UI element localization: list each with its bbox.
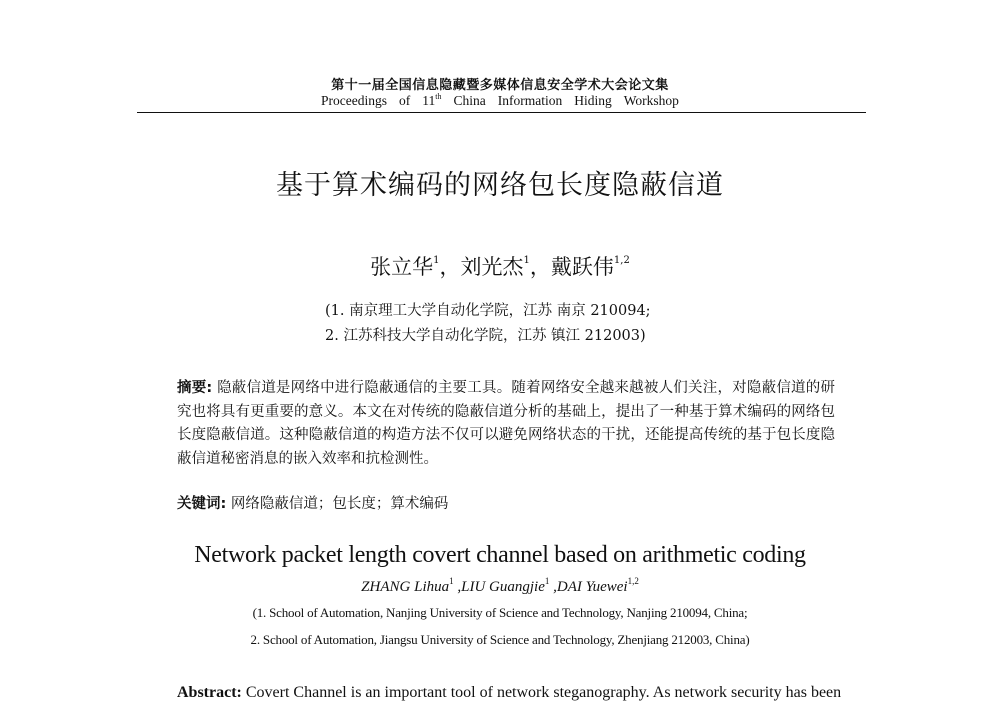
ordinal-suffix: th [435,92,442,101]
keywords-cn-text: 网络隐蔽信道；包长度；算术编码 [230,496,449,512]
abstract-cn [177,377,835,471]
author-affil-mark: 1 [523,255,530,266]
author-name: 张立华 [370,255,434,279]
author-separator: ， [439,255,461,279]
paper-title-cn: 基于算术编码的网络包长度隐蔽信道 [276,170,724,201]
affiliation-cn-2: 2. 江苏科技大学自动化学院，江苏 镇江 212003) [325,328,646,344]
proceedings-line [0,92,1000,109]
conference-word: Hiding [574,93,612,108]
authors-cn [0,251,1000,281]
author-separator: ， [529,255,551,279]
author-separator: , [457,579,462,595]
proceedings-word: of [399,93,411,108]
conference-word: Information [497,93,563,108]
abstract-en-label: Abstract: [177,684,242,701]
author-separator: , [553,579,557,595]
author-name-en: LIU Guangjie [461,579,545,595]
author-name: 戴跃伟 [550,255,614,279]
author-name: 刘光杰 [460,255,524,279]
abstract-en-text: Covert Channel is an important tool of network steganography. As network security has been [245,684,842,701]
header-divider [137,112,866,113]
conference-word: China [453,93,486,108]
author-affil-mark: 1 [544,576,550,586]
edition-number: 11th [422,92,442,108]
affiliation-en-2: 2. School of Automation, Jiangsu University of Science and Technology, Zhenjiang 212003, China) [250,632,750,647]
keywords-cn-label: 关键词: [177,496,227,512]
conference-title-cn: 第十一届全国信息隐藏暨多媒体信息安全学术大会论文集 [331,78,669,93]
conference-word: Workshop [623,93,679,108]
author-affil-mark: 1,2 [627,576,639,586]
affiliation-cn-1: (1. 南京理工大学自动化学院，江苏 南京 210094; [325,303,651,319]
author-affil-mark: 1 [449,576,454,586]
keywords-cn [177,492,448,513]
author-affil-mark: 1,2 [613,255,630,266]
author-affil-mark: 1 [433,255,440,266]
paper-title-en: Network packet length covert channel based on arithmetic coding [194,542,806,568]
abstract-cn-label: 摘要: [177,380,213,396]
author-name-en: DAI Yuewei [556,579,628,595]
proceedings-word: Proceedings [321,93,388,108]
abstract-en [177,684,857,702]
abstract-cn-text: 隐蔽信道是网络中进行隐蔽通信的主要工具。随着网络安全越来越被人们关注，对隐蔽信道的研究也将具有更重要的意义。本文在对传统的隐蔽信道分析的基础上，提出了一种基于算术编码的网络包长度隐蔽信道。这种隐蔽信道的构造方法不仅可以避免网络状态的干扰，还能提高传统的基于包长度隐蔽信道秘密消息的嵌入效率和抗检测性。 [177,380,835,467]
authors-en [0,576,1000,596]
affiliation-en-1: (1. School of Automation, Nanjing University of Science and Technology, Nanjing 210094, China; [252,605,748,620]
author-name-en: ZHANG Lihua [361,579,450,595]
